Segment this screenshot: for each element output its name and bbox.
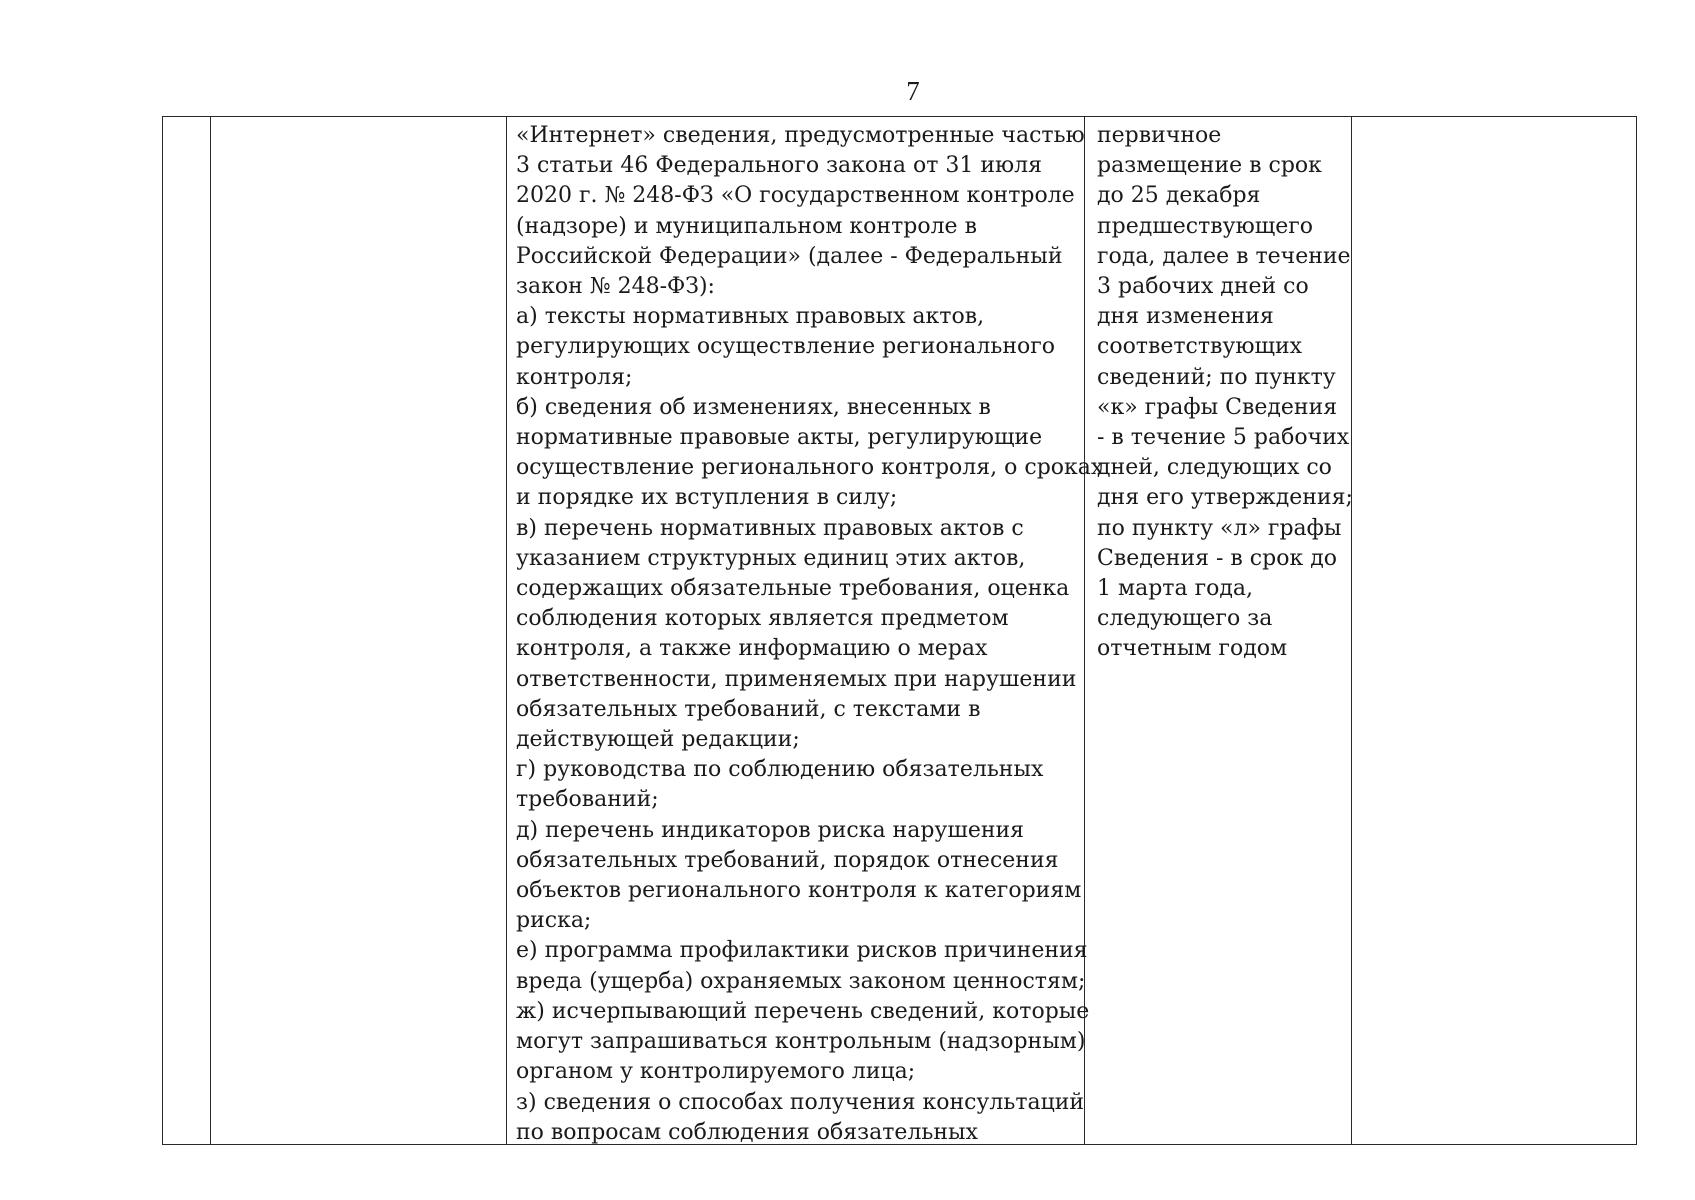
description-line: а) тексты нормативных правовых актов,: [516, 304, 985, 330]
term-line: соответствующих: [1097, 334, 1303, 360]
term-line: дней, следующих со: [1097, 455, 1332, 481]
description-line: «Интернет» сведения, предусмотренные частью: [516, 123, 1085, 148]
term-line: года, далее в течение: [1097, 243, 1351, 269]
term-line: дня изменения: [1097, 304, 1274, 330]
description-line: ж) исчерпывающий перечень сведений, которые: [516, 998, 1090, 1024]
term-line: - в течение 5 рабочих: [1097, 425, 1350, 451]
description-line: контроля;: [516, 364, 633, 390]
term-line: первичное: [1097, 123, 1222, 148]
description-line: 2020 г. № 248-ФЗ «О государственном контроле: [516, 183, 1075, 209]
description-line: 3 статьи 46 Федерального закона от 31 июля: [516, 153, 1043, 179]
description-line: могут запрашиваться контрольным (надзорным): [516, 1029, 1086, 1055]
column-divider-2: [506, 117, 507, 1144]
description-line: г) руководства по соблюдению обязательных: [516, 757, 1044, 783]
description-line: органом у контролируемого лица;: [516, 1059, 916, 1085]
term-line: дня его утверждения;: [1097, 485, 1353, 511]
description-line: б) сведения об изменениях, внесенных в: [516, 394, 991, 420]
term-line: Сведения - в срок до: [1097, 545, 1337, 571]
description-line: Российской Федерации» (далее - Федеральный: [516, 243, 1063, 269]
description-line: регулирующих осуществление регионального: [516, 334, 1056, 360]
term-line: предшествующего: [1097, 213, 1314, 239]
term-line: до 25 декабря: [1097, 183, 1261, 209]
term-line: «к» графы Сведения: [1097, 394, 1338, 420]
page-number: 7: [906, 76, 920, 106]
description-line: нормативные правовые акты, регулирующие: [516, 425, 1043, 451]
description-line: д) перечень индикаторов риска нарушения: [516, 817, 1025, 843]
term-line: по пункту «л» графы: [1097, 515, 1342, 541]
description-line: е) программа профилактики рисков причинения: [516, 938, 1088, 964]
description-line: и порядке их вступления в силу;: [516, 485, 898, 511]
column-divider-1: [210, 117, 211, 1144]
description-line: осуществление регионального контроля, о сроках: [516, 455, 1104, 481]
term-cell: [1097, 121, 1353, 665]
term-line: 1 марта года,: [1097, 576, 1254, 602]
description-line: ответственности, применяемых при нарушении: [516, 666, 1077, 692]
description-line: объектов регионального контроля к категориям: [516, 878, 1082, 904]
description-line: обязательных требований, с текстами в: [516, 696, 981, 722]
description-line: з) сведения о способах получения консультаций: [516, 1089, 1085, 1115]
description-line: соблюдения которых является предметом: [516, 606, 1009, 632]
description-line: содержащих обязательные требования, оценка: [516, 576, 1070, 602]
description-line: риска;: [516, 908, 592, 934]
term-line: следующего за: [1097, 606, 1273, 632]
description-line: по вопросам соблюдения обязательных: [516, 1119, 978, 1145]
term-line: отчетным годом: [1097, 636, 1288, 662]
description-line: действующей редакции;: [516, 727, 800, 753]
description-line: указанием структурных единиц этих актов,: [516, 545, 1026, 571]
document-table: [162, 116, 1637, 1145]
description-line: контроля, а также информацию о мерах: [516, 636, 988, 662]
description-cell: [516, 121, 1103, 1148]
description-line: закон № 248-ФЗ):: [516, 274, 715, 300]
term-line: размещение в срок: [1097, 153, 1322, 179]
description-line: обязательных требований, порядок отнесения: [516, 847, 1059, 873]
term-line: сведений; по пункту: [1097, 364, 1336, 390]
description-line: в) перечень нормативных правовых актов с: [516, 515, 1024, 541]
term-line: 3 рабочих дней со: [1097, 274, 1309, 300]
description-line: требований;: [516, 787, 659, 813]
description-line: вреда (ущерба) охраняемых законом ценностям;: [516, 968, 1086, 994]
description-line: (надзоре) и муниципальном контроле в: [516, 213, 977, 239]
